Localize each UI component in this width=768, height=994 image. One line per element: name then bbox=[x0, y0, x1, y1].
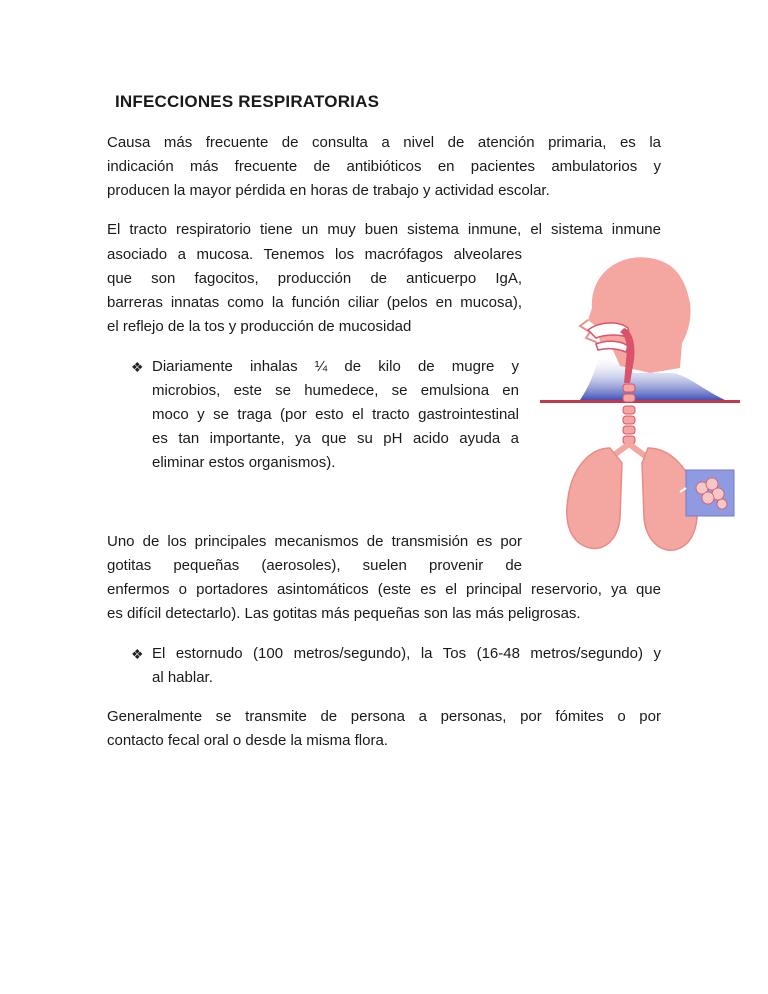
paragraph-immune-full-line bbox=[107, 218, 661, 242]
bullet-text bbox=[152, 642, 661, 690]
bullet-text bbox=[152, 355, 519, 475]
text-line: contacto fecal oral o desde la misma flora. bbox=[107, 732, 388, 749]
text-line: al hablar. bbox=[152, 669, 213, 686]
text-line: producen la mayor pérdida en horas de trabajo y actividad escolar. bbox=[107, 182, 550, 199]
horizontal-marker-line bbox=[540, 400, 740, 403]
page-title: INFECCIONES RESPIRATORIAS bbox=[115, 92, 380, 111]
paragraph-transmission bbox=[107, 530, 522, 578]
paragraph-transmission-cont bbox=[107, 578, 661, 626]
text-line: El estornudo (100 metros/segundo), la Tos (16-48 metros/segundo) y bbox=[152, 645, 661, 662]
bullet-item-sneeze bbox=[131, 642, 661, 690]
diamond-bullet-icon: ❖ bbox=[131, 359, 144, 375]
text-line: asociado a mucosa. Tenemos los macrófagos alveolares bbox=[107, 246, 522, 263]
text-line: barreras innatas como la función ciliar (pelos en mucosa), bbox=[107, 294, 522, 311]
diamond-bullet-icon: ❖ bbox=[131, 646, 144, 662]
paragraph-immune bbox=[107, 243, 522, 339]
paragraph-spread bbox=[107, 705, 661, 753]
text-line: es difícil detectarlo). Las gotitas más pequeñas son las más peligrosas. bbox=[107, 605, 581, 622]
text-line: eliminar estos organismos). bbox=[152, 454, 336, 471]
text-line: Generalmente se transmite de persona a personas, por fómites o por bbox=[107, 708, 661, 725]
respiratory-system-illustration bbox=[540, 248, 740, 553]
bullet-item-inhale bbox=[131, 355, 521, 475]
text-line: El tracto respiratorio tiene un muy buen sistema inmune, el sistema inmune bbox=[107, 221, 661, 238]
text-line: Diariamente inhalas ¼ de kilo de mugre y bbox=[152, 358, 519, 375]
text-line: indicación más frecuente de antibióticos en pacientes ambulatorios y bbox=[107, 158, 661, 175]
text-line: enfermos o portadores asintomáticos (este es el principal reservorio, ya que bbox=[107, 581, 661, 598]
text-line: moco y se traga (por esto el tracto gastrointestinal bbox=[152, 406, 519, 423]
text-line: microbios, este se humedece, se emulsiona en bbox=[152, 382, 519, 399]
text-line: el reflejo de la tos y producción de mucosidad bbox=[107, 318, 412, 335]
text-line: es tan importante, ya que su pH acido ayuda a bbox=[152, 430, 519, 447]
text-line: Uno de los principales mecanismos de transmisión es por bbox=[107, 533, 522, 550]
text-line: que son fagocitos, producción de anticuerpo IgA, bbox=[107, 270, 522, 287]
paragraph-intro bbox=[107, 131, 661, 203]
left-lung bbox=[567, 448, 622, 548]
oral-cavity bbox=[596, 341, 628, 352]
text-line: Causa más frecuente de consulta a nivel de atención primaria, es la bbox=[107, 134, 661, 151]
text-line: gotitas pequeñas (aerosoles), suelen provenir de bbox=[107, 557, 522, 574]
